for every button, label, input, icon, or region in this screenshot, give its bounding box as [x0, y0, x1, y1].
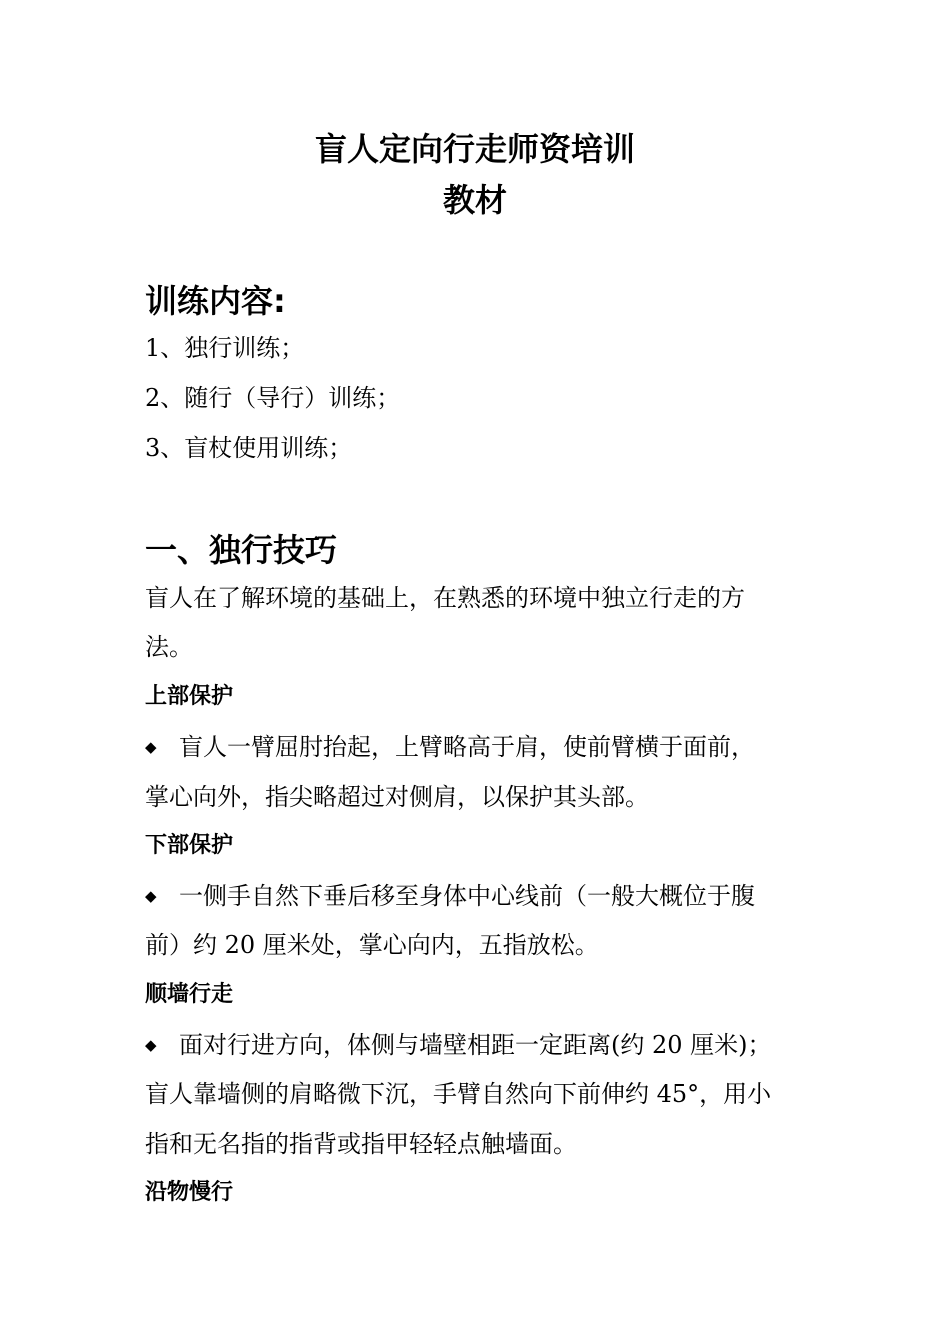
- contents-heading: 训练内容:: [145, 282, 286, 320]
- section1-intro-line2: 法。: [145, 633, 193, 661]
- contents-item-1: 1、独行训练；: [145, 334, 305, 362]
- wall-walking-line1: 面对行进方向，体侧与墙壁相距一定距离(约 20 厘米)；: [179, 1031, 772, 1059]
- bullet-icon: ◆: [145, 887, 157, 905]
- upper-protection-title: 上部保护: [145, 684, 234, 709]
- contents-item-2: 2、随行（导行）训练；: [145, 384, 401, 412]
- doc-title-line2: 教材: [442, 181, 507, 219]
- lower-protection-line1: 一侧手自然下垂后移至身体中心线前（一般大概位于腹: [179, 882, 755, 910]
- bullet-icon: ◆: [145, 1036, 157, 1054]
- wall-walking-line2: 盲人靠墙侧的肩略微下沉，手臂自然向下前伸约 45°，用小: [145, 1080, 772, 1108]
- section1-intro-line1: 盲人在了解环境的基础上，在熟悉的环境中独立行走的方: [145, 584, 745, 612]
- contents-item-3: 3、盲杖使用训练；: [145, 434, 353, 462]
- upper-protection-line1: 盲人一臂屈肘抬起，上臂略高于肩，使前臂横于面前，: [179, 733, 755, 761]
- lower-protection-line2: 前）约 20 厘米处，掌心向内，五指放松。: [145, 931, 599, 959]
- wall-walking-line3: 指和无名指的指背或指甲轻轻点触墙面。: [145, 1130, 577, 1158]
- bullet-icon: ◆: [145, 738, 157, 756]
- lower-protection-title: 下部保护: [145, 833, 234, 858]
- doc-title-line1: 盲人定向行走师资培训: [314, 130, 635, 168]
- wall-walking-title: 顺墙行走: [145, 982, 234, 1007]
- trailing-title: 沿物慢行: [145, 1180, 234, 1205]
- section1-heading: 一、独行技巧: [145, 531, 338, 569]
- upper-protection-line2: 掌心向外，指尖略超过对侧肩，以保护其头部。: [145, 783, 649, 811]
